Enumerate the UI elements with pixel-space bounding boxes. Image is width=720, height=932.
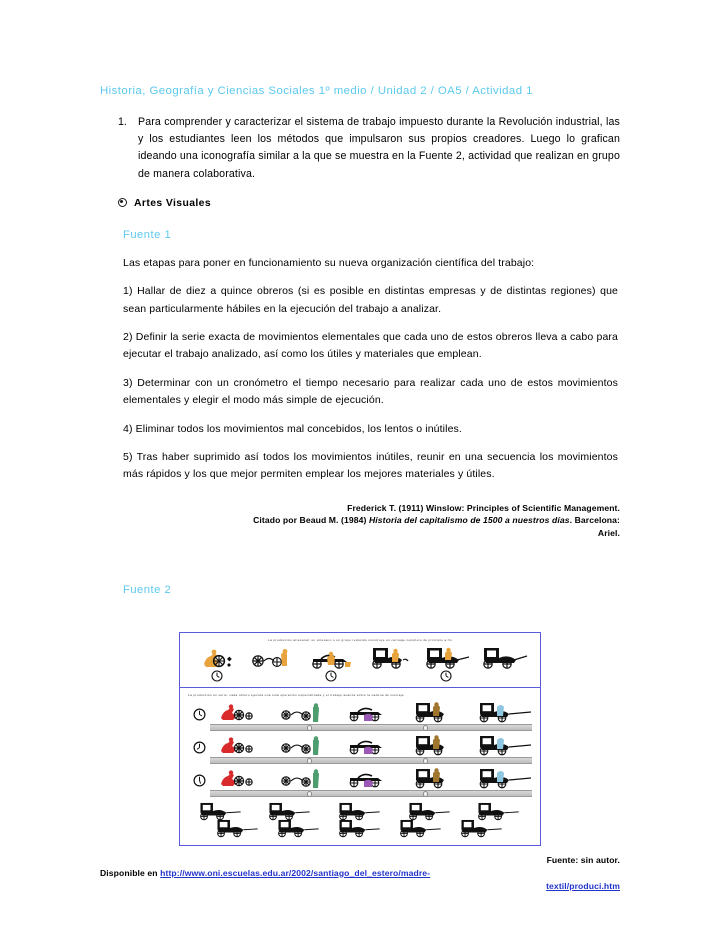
station-chassis [342,703,400,723]
available-line [100,867,620,880]
craft-stage-chassis [304,646,358,683]
source-url-line2-wrapper [100,880,620,893]
station-body [408,767,466,789]
station-forge [210,703,268,723]
clock-icon [211,670,223,683]
source-1-paragraph: 5) Tras haber suprimido así todos los movimientos inútiles, reunir en una secuencia los movimientos más rápidos y los que mejor permiten emplear los mejores materiales y útiles. [123,451,618,481]
production-comparison-figure [179,632,541,846]
source-url-link[interactable]: http://www.oni.escuelas.edu.ar/2002/santiago_del_estero/madre- [160,867,431,878]
craft-stage-forge [190,646,244,683]
citation-line-2 [140,514,620,527]
craft-stage-row [186,646,534,683]
finished-carriage-icon [396,818,446,838]
body-mount-icon [365,646,413,670]
finishing-icon [421,646,471,670]
complete-carriage-icon [478,646,528,670]
source-label: Fuente: sin autor. [546,854,620,865]
finished-carriage-icon [274,818,324,838]
finished-carriage-icon [213,818,263,838]
available-label: Disponible en [100,867,161,878]
station-chassis [342,736,400,756]
clock-icon [440,670,452,683]
clock-icon [188,708,210,723]
forge-worker-icon [200,646,234,670]
citation-line-1: Frederick T. (1911) Winslow: Principles of Scientific Management. [347,502,620,513]
craft-stage-body-mount [362,646,416,683]
conveyor-belt [210,757,532,764]
station-wheels [276,736,334,756]
finished-carriages-output [186,801,534,838]
source-1-heading: Fuente 1 [123,228,172,241]
assembly-line-row [186,701,534,723]
conveyor-belt [210,790,532,797]
output-row [186,818,534,838]
station-body [408,701,466,723]
clock-icon [188,774,210,789]
source-1-paragraph: 4) Eliminar todos los movimientos mal concebidos, los lentos o inútiles. [123,422,462,435]
station-forge [210,736,268,756]
assembly-panel-caption: La producción en serie: cada obrero ejecuta una sola operación especializada y el trabajo avanza sobre la cadena de montaje [188,692,404,697]
station-forge [210,769,268,789]
craft-panel-caption: La producción artesanal: un artesano o un grupo reducido construye un carruaje completo de principio a fin [268,637,452,642]
figure-attribution [100,854,620,893]
station-chassis [342,769,400,789]
craft-stage-complete-carriage [476,646,530,683]
conveyor-belt [210,724,532,731]
subject-line [118,197,620,209]
citation-suffix: . Barcelona: [569,515,620,526]
citation-line-3: Ariel. [597,528,620,539]
station-wheels [276,769,334,789]
station-wheels [276,703,334,723]
activity-text: Para comprender y caracterizar el sistema de trabajo impuesto durante la Revolución industrial, las y los estudiantes leen los métodos que impulsaron sus propios creadores. Luego lo grafican ideando una iconografía similar a la que se muestra en la Fuente 2, actividad que realizan en grupo de manera colaborativa. [138,116,620,180]
assembly-stations [210,734,532,756]
figure-craft-production-panel [180,633,540,688]
source-1-body [123,255,618,484]
source-2-heading: Fuente 2 [123,583,172,596]
citation-prefix: Citado por Beaud M. (1984) [253,515,369,526]
source-2-figure-wrapper [100,632,620,846]
finished-carriage-icon [457,818,507,838]
station-finish [474,767,532,789]
craft-stage-finishing [419,646,473,683]
breadcrumb-header: Historia, Geografía y Ciencias Sociales 1º medio / Unidad 2 / OA5 / Actividad 1 [100,85,533,97]
chassis-build-icon [307,646,355,670]
assembly-stations [210,701,532,723]
wheel-assembly-icon [251,646,297,670]
filled-circle-bullet-icon [118,198,127,207]
source-url-link-continued[interactable]: textil/produci.htm [546,880,620,891]
source-1-paragraph: 2) Definir la serie exacta de movimientos elementales que cada uno de estos obreros lleva a cabo para ejecutar el trabajo analizado, así como los útiles y materiales que emplean. [123,331,618,361]
subject-name: Artes Visuales [134,197,212,209]
source-1-paragraph: 3) Determinar con un cronómetro el tiempo necesario para realizar cada uno de estos movimientos elementales y elegir el modo más simple de ejecución. [123,376,618,407]
clock-icon [188,741,210,756]
figure-assembly-line-panel [180,688,540,845]
source-1-paragraph: 1) Hallar de diez a quince obreros (si es posible en distintas empresas y de distintas regiones) que sean particularmente hábiles en la ejecución del trabajo a analizar. [123,285,618,315]
station-body [408,734,466,756]
finished-carriage-icon [335,818,385,838]
source-1-paragraph: Las etapas para poner en funcionamiento su nueva organización científica del trabajo: [123,256,535,269]
assembly-line-row [186,767,534,789]
assembly-stations [210,767,532,789]
station-finish [474,701,532,723]
assembly-line-row [186,734,534,756]
clock-icon [325,670,337,683]
station-finish [474,734,532,756]
craft-stage-wheel-assembly [247,646,301,683]
activity-item [100,114,620,183]
activity-number: 1. [118,116,127,128]
citation-title: Historia del capitalismo de 1500 a nuestros días [368,515,570,526]
source-1-citation [140,502,620,540]
